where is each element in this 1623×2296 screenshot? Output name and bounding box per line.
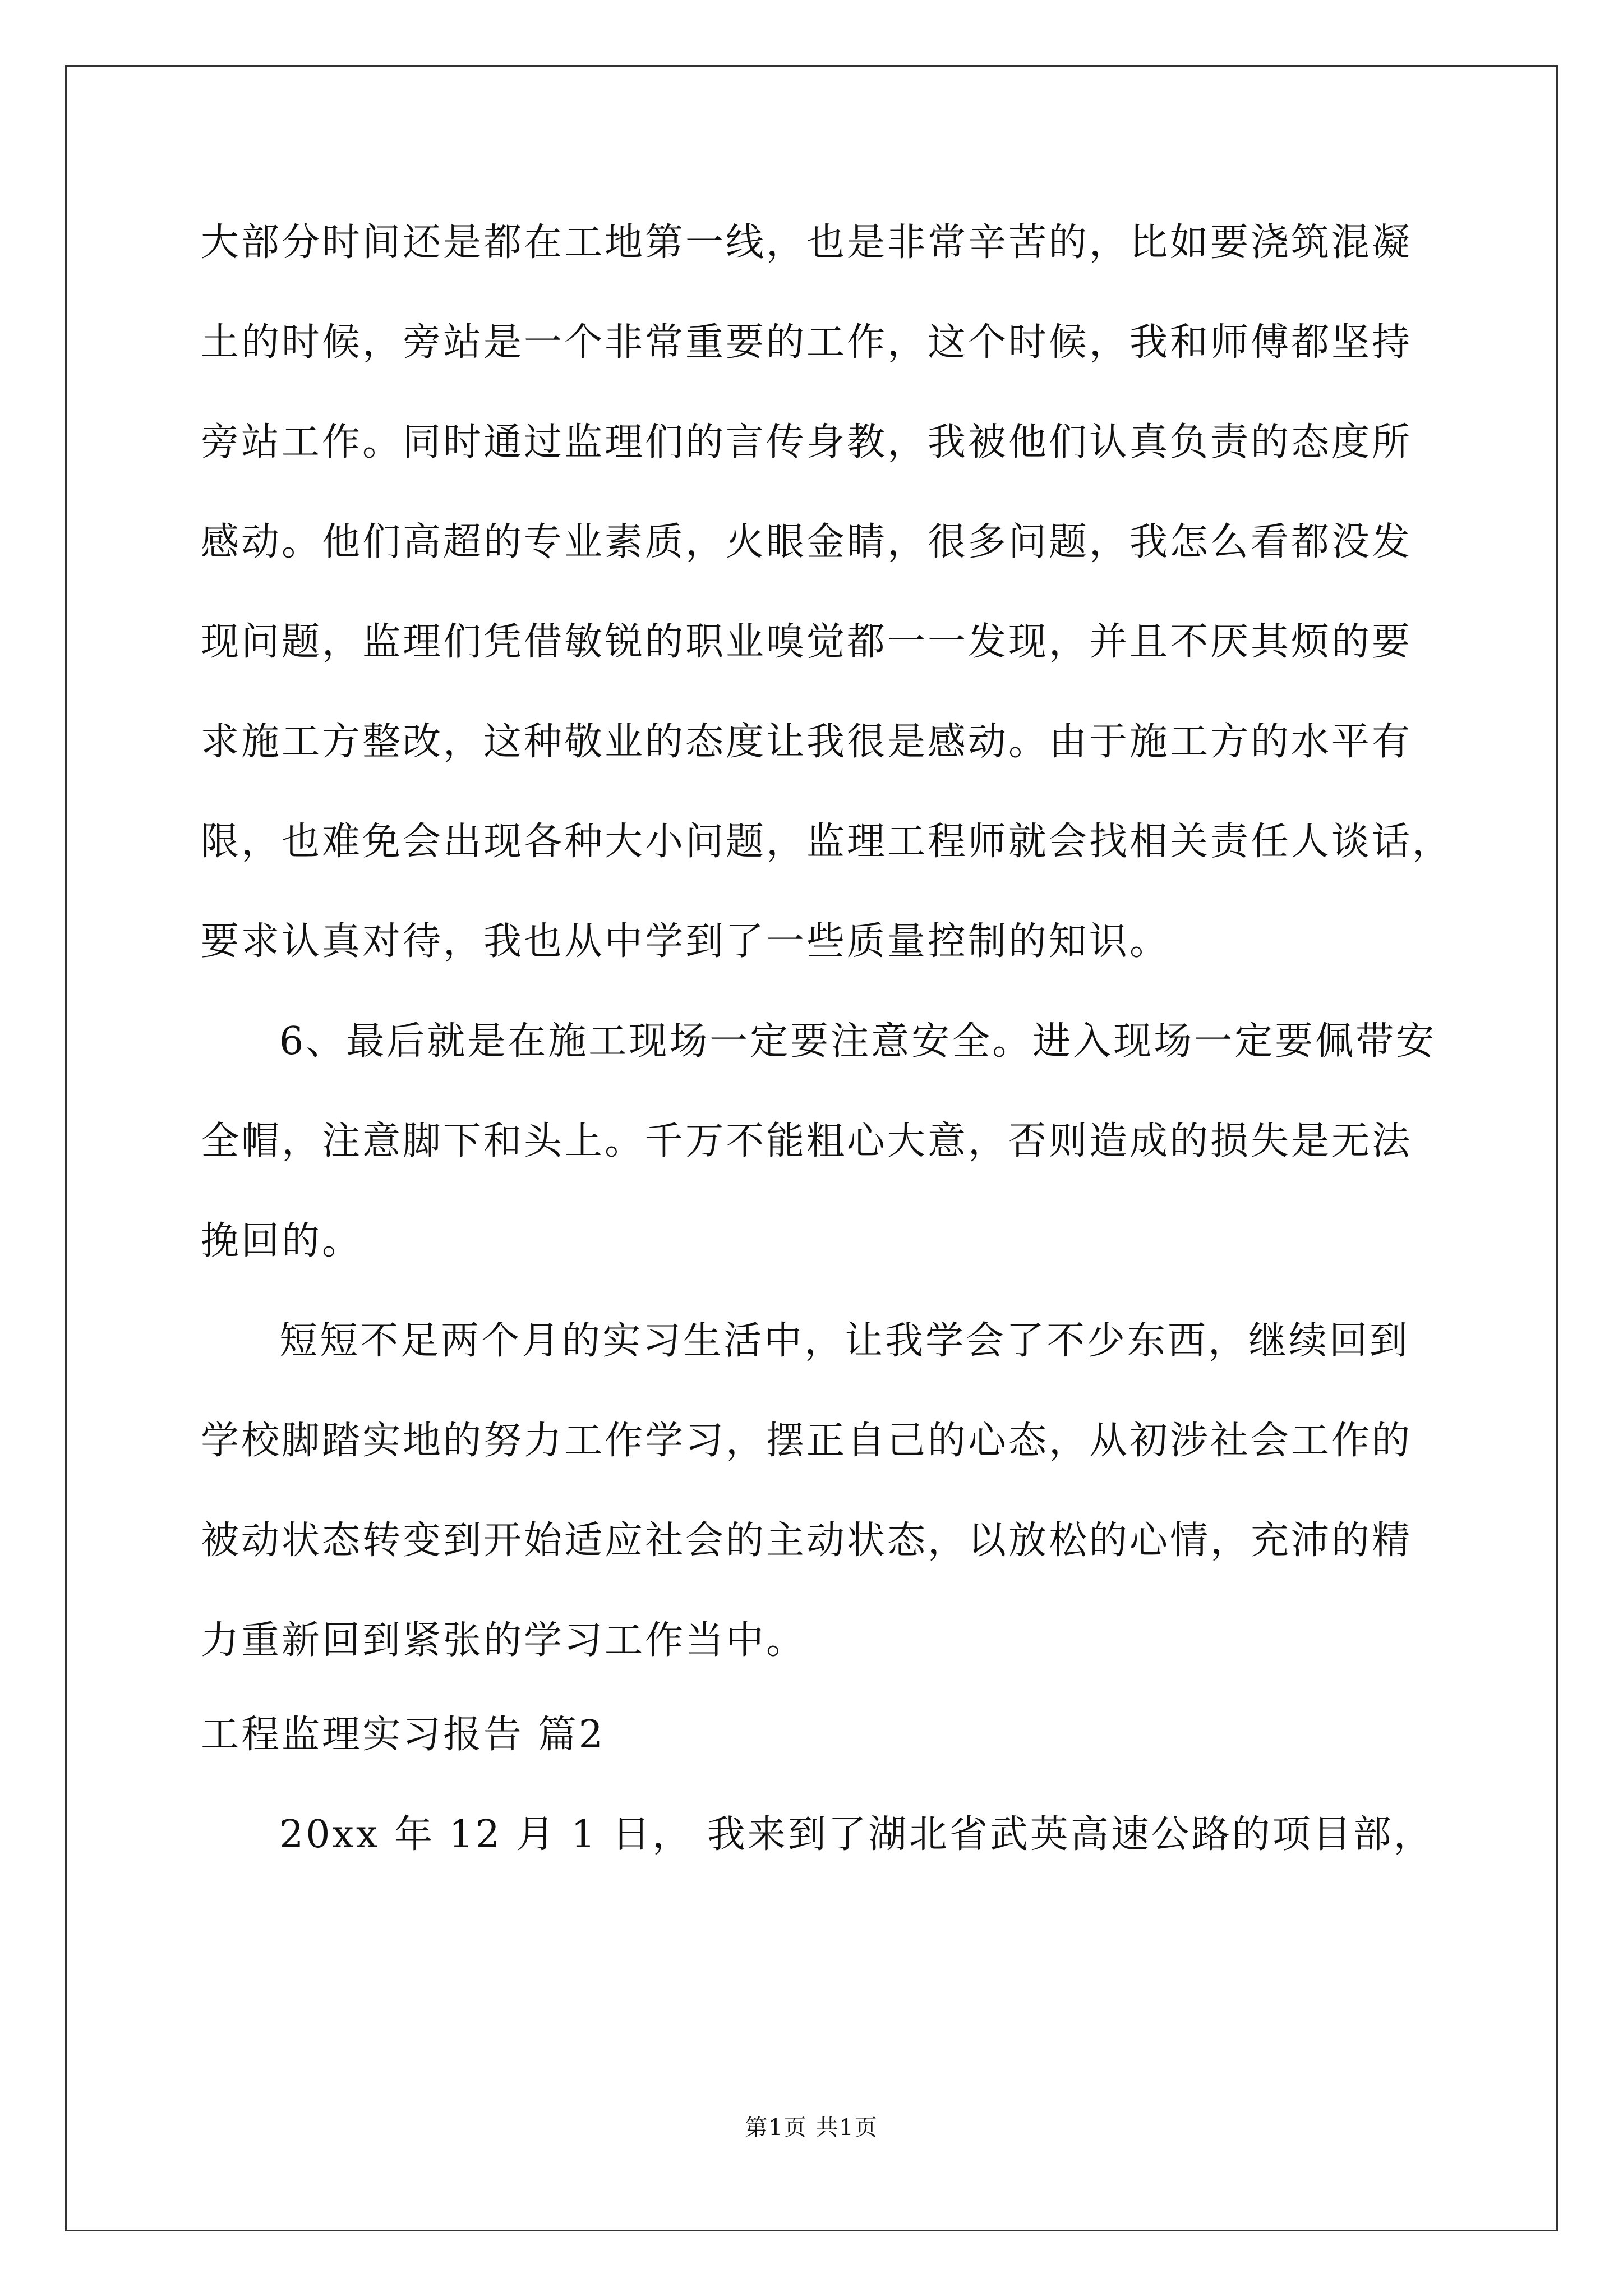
page-footer: 第1页 共1页 bbox=[745, 2115, 878, 2141]
text-line: 力重新回到紧张的学习工作当中。 bbox=[201, 1618, 807, 1663]
text-line: 旁站工作。同时通过监理们的言传身教，我被他们认真负责的态度所 bbox=[201, 420, 1413, 464]
text-line: 被动状态转变到开始适应社会的主动状态，以放松的心情，充沛的精 bbox=[201, 1519, 1413, 1563]
text-line: 全帽，注意脚下和头上。千万不能粗心大意，否则造成的损失是无法 bbox=[201, 1119, 1413, 1163]
text-line: 求施工方整改，这种敬业的态度让我很是感动。由于施工方的水平有 bbox=[201, 720, 1413, 764]
text-line: 学校脚踏实地的努力工作学习，摆正自己的心态，从初涉社会工作的 bbox=[201, 1419, 1413, 1463]
section-heading: 工程监理实习报告 篇2 bbox=[201, 1713, 605, 1757]
text-line: 现问题，监理们凭借敏锐的职业嗅觉都一一发现，并且不厌其烦的要 bbox=[201, 620, 1413, 664]
text-line: 短短不足两个月的实习生活中，让我学会了不少东西，继续回到 bbox=[279, 1319, 1410, 1363]
text-line: 挽回的。 bbox=[201, 1219, 363, 1263]
text-line: 大部分时间还是都在工地第一线，也是非常辛苦的，比如要浇筑混凝 bbox=[201, 220, 1413, 265]
text-line: 6、最后就是在施工现场一定要注意安全。进入现场一定要佩带安 bbox=[279, 1019, 1437, 1064]
text-line: 限，也难免会出现各种大小问题，监理工程师就会找相关责任人谈话， bbox=[201, 820, 1453, 864]
text-line: 感动。他们高超的专业素质，火眼金睛，很多问题，我怎么看都没发 bbox=[201, 520, 1413, 564]
text-line: 要求认真对待，我也从中学到了一些质量控制的知识。 bbox=[201, 919, 1170, 964]
text-line: 土的时候，旁站是一个非常重要的工作，这个时候，我和师傅都坚持 bbox=[201, 320, 1413, 365]
text-line: 20xx 年 12 月 1 日， 我来到了湖北省武英高速公路的项目部， bbox=[279, 1812, 1434, 1857]
